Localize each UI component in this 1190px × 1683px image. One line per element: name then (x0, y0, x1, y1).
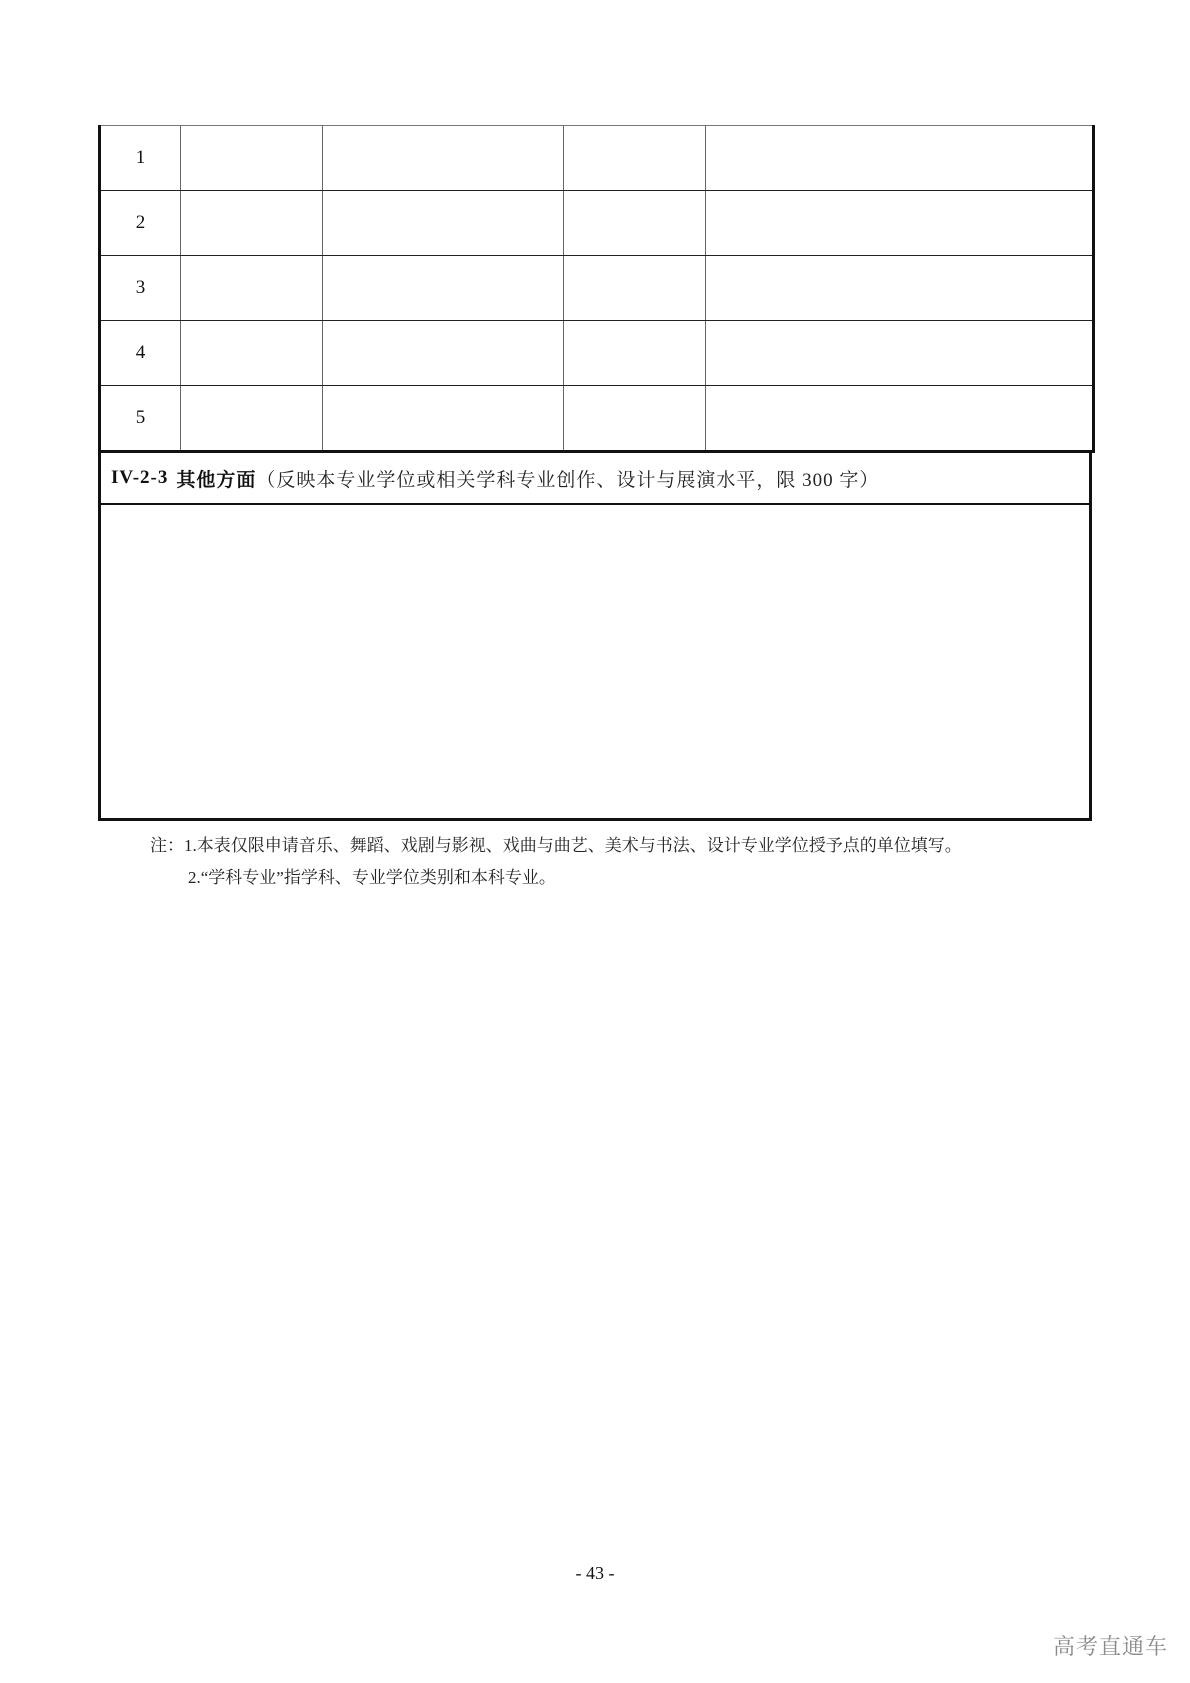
table-cell[interactable] (323, 126, 564, 191)
row-index: 4 (100, 321, 181, 386)
table-cell[interactable] (706, 321, 1094, 386)
table-row (100, 126, 1094, 191)
table-row (100, 256, 1094, 321)
page-number: - 43 - (575, 1563, 615, 1583)
table-cell[interactable] (564, 191, 706, 256)
row-index: 2 (100, 191, 181, 256)
table-cell[interactable] (564, 321, 706, 386)
note-line-2: 2.“学科专业”指学科、专业学位类别和本科专业。 (188, 868, 556, 887)
section-header (98, 453, 1092, 505)
table-cell[interactable] (181, 191, 323, 256)
footnotes (150, 830, 962, 894)
table-row (100, 191, 1094, 256)
table-cell[interactable] (564, 386, 706, 452)
section-code: IV-2-3 (111, 467, 169, 488)
table-row (100, 321, 1094, 386)
table-row (100, 386, 1094, 452)
works-table-container (98, 125, 1092, 821)
row-index: 3 (100, 256, 181, 321)
watermark: 高考直通车 (1053, 1635, 1169, 1660)
table-cell[interactable] (181, 256, 323, 321)
table-cell[interactable] (323, 256, 564, 321)
table-cell[interactable] (181, 321, 323, 386)
row-index: 1 (100, 126, 181, 191)
table-cell[interactable] (564, 256, 706, 321)
section-title: 其他方面 (176, 469, 257, 491)
section-content-field[interactable] (98, 505, 1092, 821)
note-line-1: 注：1.本表仅限申请音乐、舞蹈、戏剧与影视、戏曲与曲艺、美术与书法、设计专业学位授予点的单位填写。 (150, 836, 962, 855)
table-cell[interactable] (323, 386, 564, 452)
table-cell[interactable] (706, 191, 1094, 256)
row-index: 5 (100, 386, 181, 452)
table-cell[interactable] (323, 321, 564, 386)
table-cell[interactable] (323, 191, 564, 256)
table-cell[interactable] (706, 256, 1094, 321)
table-cell[interactable] (706, 126, 1094, 191)
table-cell[interactable] (181, 386, 323, 452)
section-description: （反映本专业学位或相关学科专业创作、设计与展演水平，限 300 字） (256, 469, 880, 491)
table-cell[interactable] (706, 386, 1094, 452)
table-cell[interactable] (564, 126, 706, 191)
table-cell[interactable] (181, 126, 323, 191)
works-table (98, 125, 1095, 453)
